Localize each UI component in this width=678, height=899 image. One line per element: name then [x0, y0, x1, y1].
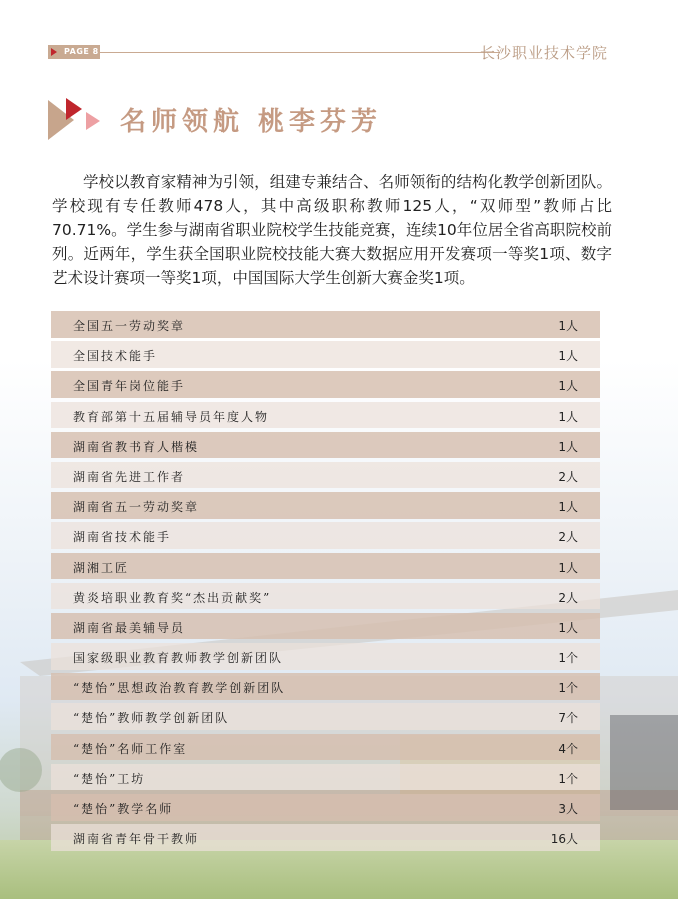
table-row [51, 794, 600, 821]
header-divider-line [100, 52, 500, 53]
table-row [51, 462, 600, 489]
honor-name: 黄炎培职业教育奖“杰出贡献奖” [73, 590, 272, 605]
honor-name: “楚怡”工坊 [73, 771, 146, 786]
honor-count: 16人 [550, 832, 578, 847]
honor-count: 1人 [558, 560, 578, 575]
honor-name: 全国技术能手 [73, 349, 158, 364]
honor-count: 1人 [558, 379, 578, 394]
honor-count: 1个 [558, 681, 578, 696]
honor-name: 湖南省最美辅导员 [73, 620, 186, 635]
table-row [51, 673, 600, 700]
table-row [51, 583, 600, 610]
page-number-tag: PAGE 8 [48, 45, 100, 59]
honor-count: 1人 [558, 349, 578, 364]
honor-name: 湖南省技术能手 [73, 530, 172, 545]
intro-paragraph: 学校以教育家精神为引领，组建专兼结合、名师领衔的结构化教学创新团队。学校现有专任教师478人，其中高级职称教师125人，“双师型”教师占比70.71%。学生参与湖南省职业院校学生技能竞赛，连续10年位居全省高职院校前列。近两年，学生获全国职业院校技能大赛大数据应用开发赛项一等奖1项、数字艺术设计赛项一等奖1项，中国国际大学生创新大赛金奖1项。 [52, 173, 612, 287]
honor-count: 1人 [558, 500, 578, 515]
table-row [51, 432, 600, 459]
honor-count: 1人 [558, 620, 578, 635]
table-row [51, 522, 600, 549]
honor-name: 湖南省青年骨干教师 [73, 832, 200, 847]
table-row [51, 341, 600, 368]
triangle-arrows-icon [48, 98, 106, 140]
honor-count: 1人 [558, 409, 578, 424]
school-name: 长沙职业技术学院 [479, 44, 608, 62]
honor-count: 1人 [558, 319, 578, 333]
table-row [51, 824, 600, 851]
table-row [51, 643, 600, 670]
table-row [51, 492, 600, 519]
honor-count: 3人 [558, 802, 578, 816]
honor-name: 全国五一劳动奖章 [73, 319, 186, 333]
table-row [51, 613, 600, 640]
honor-count: 2人 [558, 590, 578, 605]
page-header [48, 42, 608, 62]
honor-name: 全国青年岗位能手 [73, 379, 186, 394]
honor-name: “楚怡”教师教学创新团队 [73, 711, 230, 726]
honor-count: 2人 [558, 469, 578, 484]
honor-count: 2人 [558, 530, 578, 545]
honor-count: 1个 [558, 651, 578, 666]
honor-count: 4个 [558, 741, 578, 756]
table-row [51, 402, 600, 429]
table-row [51, 553, 600, 580]
honor-name: “楚怡”名师工作室 [73, 741, 188, 756]
honor-name: 湖湘工匠 [73, 560, 130, 575]
honor-name: “楚怡”思想政治教育教学创新团队 [73, 681, 286, 696]
honor-name: 湖南省教书育人楷模 [73, 439, 200, 454]
table-row [51, 764, 600, 791]
table-row [51, 703, 600, 730]
section-title: 名师领航 桃李芬芳 [120, 107, 383, 137]
honor-name: “楚怡”教学名师 [73, 802, 174, 816]
honor-name: 湖南省五一劳动奖章 [73, 500, 200, 515]
honor-count: 1人 [558, 439, 578, 454]
honor-name: 湖南省先进工作者 [73, 469, 186, 484]
honor-name: 教育部第十五届辅导员年度人物 [73, 409, 270, 424]
table-row [51, 311, 600, 338]
table-row [51, 734, 600, 761]
honor-name: 国家级职业教育教师教学创新团队 [73, 651, 284, 666]
honors-table [51, 311, 600, 854]
honor-count: 1个 [558, 771, 578, 786]
honor-count: 7个 [558, 711, 578, 726]
table-row [51, 371, 600, 398]
